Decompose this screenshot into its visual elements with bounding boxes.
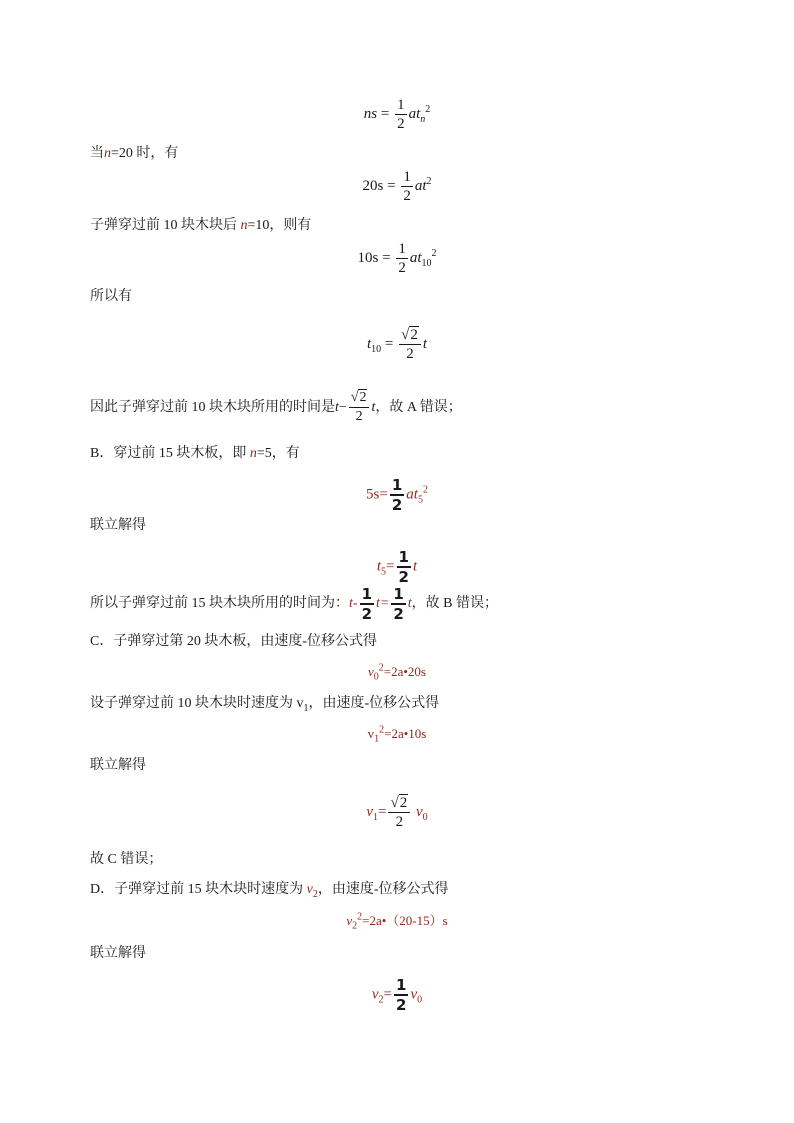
text-line-7: 所以子弹穿过前 15 块木块所用的时间为：t- $\frac{1}{2}$ t= $\frac{1}{2}$ t，故 B 错误； [90,584,499,623]
text-line-5: B．穿过前 15 块木板，即 n=5，有 [90,446,300,461]
text-line-9: 设子弹穿过前 10 块木块时速度为 $v_1$，由速度-位移公式得 [90,696,440,714]
l4-fraction: $\frac{√2}{2}$ [349,389,370,426]
equation-6: $t_5=$ $\frac{1}{2}$ t [376,548,418,586]
text-line-10: 联立解得 [90,758,146,773]
eq1-sup: 2 [425,103,431,115]
eq1-rhs: at [408,105,421,122]
equation-3: 10s = $\frac{1}{2}$ $at_{10}^2$ [357,241,437,276]
equation-9: $v_1=$ $\frac{√2}{2}$ $v_0$ [366,795,428,830]
text-line-12: D．子弹穿过前 15 块木块时速度为 $v_2$，由速度-位移公式得 [90,882,449,900]
text-line-13: 联立解得 [90,946,146,961]
l7-fraction-2: $\frac{1}{2}$ [393,584,404,623]
eq6-fraction: $\frac{1}{2}$ [398,548,409,586]
eq1-sub: n [420,113,426,125]
eq9-fraction: $\frac{√2}{2}$ [388,794,410,831]
equation-5: 5s= $\frac{1}{2}$ $at_5^2$ [366,476,428,514]
text-line-4: 因此子弹穿过前 10 块木块所用的时间是t− $\frac{√2}{2}$ t，故 A 错误； [90,390,462,425]
eq2-fraction: $\frac{1}{2}$ [403,169,411,204]
eq3-fraction: $\frac{1}{2}$ [398,241,406,276]
equation-8: $v_1^2=2a•10s$ [367,724,427,745]
eq11-fraction: $\frac{1}{2}$ [396,976,407,1014]
eq1-fraction: $\frac{1}{2}$ [397,97,405,132]
equation-4: $t_{10}$ = $\frac{√2}{2}$ t [366,327,428,362]
equation-1: ns = $\frac{1}{2}$ $at_n^2$ [363,97,431,132]
text-line-6: 联立解得 [90,518,146,533]
equation-11: $v_2=$ $\frac{1}{2}$ $v_0$ [371,976,423,1014]
equation-10: $v_2^2=2a•(20-15)s$ [346,911,448,932]
text-line-2: 子弹穿过前 10 块木块后 n=10，则有 [90,218,312,233]
eq5-fraction: $\frac{1}{2}$ [391,476,403,514]
l7-fraction-1: $\frac{1}{2}$ [361,584,372,623]
equation-7: $v_0^2=2a•20s$ [368,662,426,683]
text-line-1: 当n=20 时，有 [90,146,179,161]
text-line-3: 所以有 [90,289,132,304]
text-line-11: 故 C 错误； [90,852,163,867]
equation-2: 20s = $\frac{1}{2}$ $at^2$ [362,169,432,204]
eq1-lhs: ns [363,105,378,122]
text-line-8: C．子弹穿过第 20 块木板，由速度-位移公式得 [90,634,377,649]
eq4-fraction: $\frac{√2}{2}$ [399,326,421,363]
